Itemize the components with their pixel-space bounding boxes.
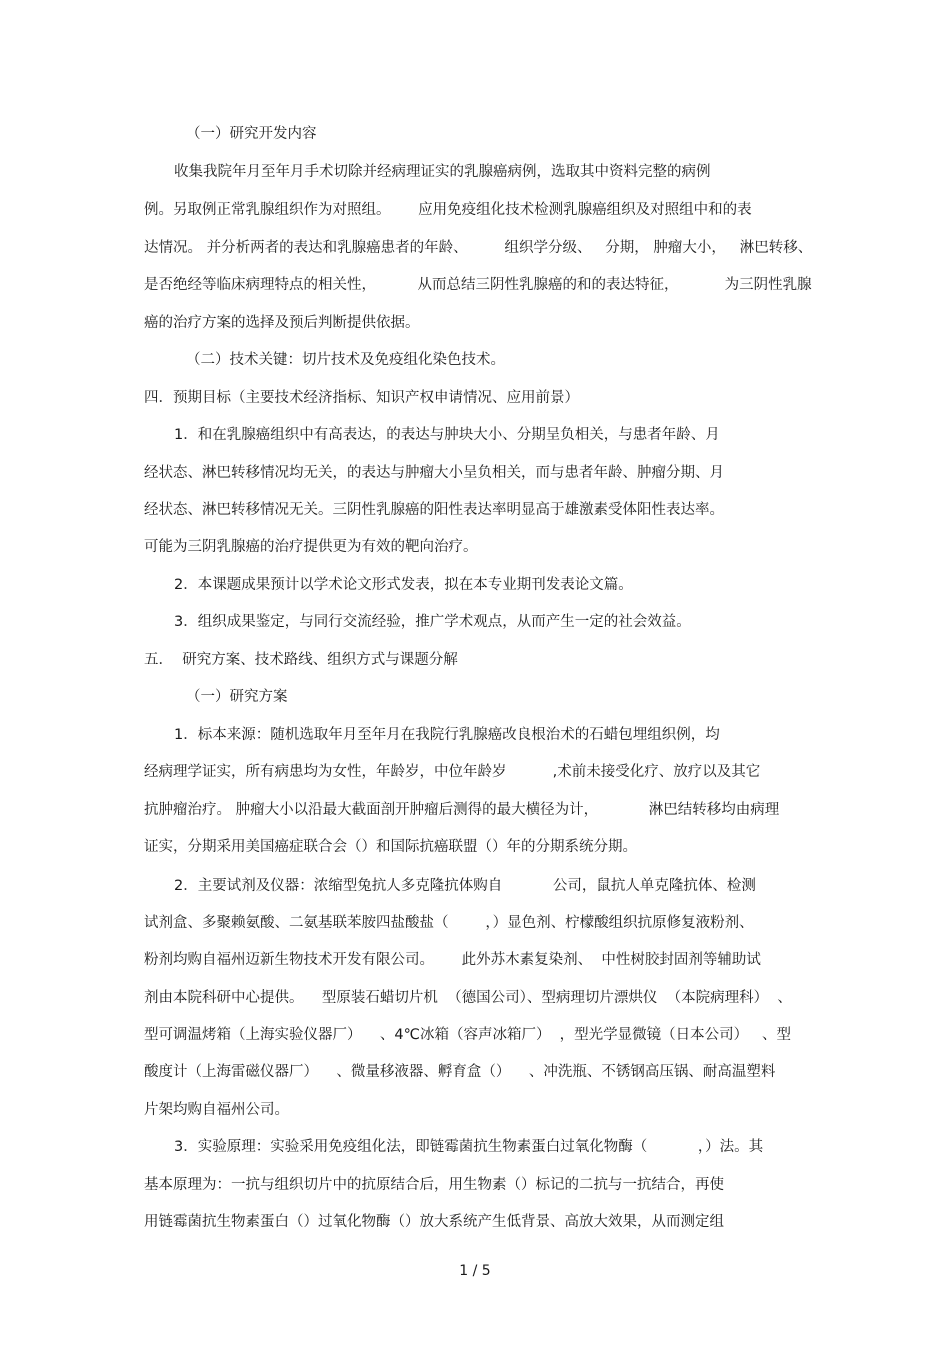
page-number: 1 / 5 [459,1263,491,1279]
paragraph-line: 1．标本来源：随机选取年月至年月在我院行乳腺癌改良根治术的石蜡包埋组织例，均 [174,727,720,743]
paragraph-line: 型可调温烤箱（上海实验仪器厂） 、4℃冰箱（容声冰箱厂） ，型光学显微镜（日本公司） 、型 [144,1027,791,1043]
section-heading: 四．预期目标（主要技术经济指标、知识产权申请情况、应用前景） [144,390,579,406]
paragraph-line: 经状态、淋巴转移情况无关。三阴性乳腺癌的阳性表达率明显高于雄激素受体阳性表达率。 [144,502,724,518]
paragraph-line: 3．实验原理：实验采用免疫组化法，即链霉菌抗生物素蛋白过氧化物酶（ ，）法。其 [174,1139,764,1155]
paragraph-line: 癌的治疗方案的选择及预后判断提供依据。 [144,315,420,331]
paragraph-line: 经病理学证实，所有病患均为女性，年龄岁，中位年龄岁 ,术前未接受化疗、放疗以及其它 [144,764,761,780]
paragraph-line: 酸度计（上海雷磁仪器厂） 、微量移液器、孵育盒（） 、冲洗瓶、不锈钢高压锅、耐高温塑料 [144,1064,776,1080]
paragraph-line: 剂由本院科研中心提供。 型原装石蜡切片机 （德国公司）、型病理切片漂烘仪 （本院病理科） 、 [144,990,792,1006]
paragraph-line: 1．和在乳腺癌组织中有高表达，的表达与肿块大小、分期呈负相关，与患者年龄、月 [174,427,720,443]
paragraph-line: 是否绝经等临床病理特点的相关性， 从而总结三阴性乳腺癌的和的表达特征， 为三阴性乳腺 [144,277,812,293]
paragraph-line: 用链霉菌抗生物素蛋白（）过氧化物酶（）放大系统产生低背景、高放大效果，从而测定组 [144,1214,724,1230]
paragraph-line: 片架均购自福州公司。 [144,1102,289,1118]
paragraph-line: 基本原理为：一抗与组织切片中的抗原结合后，用生物素（）标记的二抗与一抗结合，再使 [144,1177,724,1193]
paragraph-line: 试剂盒、多聚赖氨酸、二氨基联苯胺四盐酸盐（ ，）显色剂、柠檬酸组织抗原修复液粉剂、 [144,915,754,931]
paragraph-line: 2．本课题成果预计以学术论文形式发表，拟在本专业期刊发表论文篇。 [174,577,633,593]
section-heading: （一）研究开发内容 [186,126,317,142]
paragraph-line: 证实，分期采用美国癌症联合会（）和国际抗癌联盟（）年的分期系统分期。 [144,839,637,855]
paragraph-line: 抗肿瘤治疗。 肿瘤大小以沿最大截面剖开肿瘤后测得的最大横径为计， 淋巴结转移均由病理 [144,802,780,818]
paragraph-line: 例。另取例正常乳腺组织作为对照组。 应用免疫组化技术检测乳腺癌组织及对照组中和的表 [144,202,752,218]
section-heading: （二）技术关键：切片技术及免疫组化染色技术。 [186,352,505,368]
paragraph-line: 可能为三阴乳腺癌的治疗提供更为有效的靶向治疗。 [144,539,478,555]
paragraph-line: 达情况。 并分析两者的表达和乳腺癌患者的年龄、 组织学分级、 分期， 肿瘤大小， 淋巴转移、 [144,240,813,256]
section-heading: （一）研究方案 [186,689,288,705]
paragraph-line: 收集我院年月至年月手术切除并经病理证实的乳腺癌病例，选取其中资料完整的病例 [174,164,711,180]
paragraph-line: 3．组织成果鉴定，与同行交流经验，推广学术观点，从而产生一定的社会效益。 [174,614,691,630]
paragraph-line: 2．主要试剂及仪器：浓缩型兔抗人多克隆抗体购自 公司，鼠抗人单克隆抗体、检测 [174,878,756,894]
paragraph-line: 粉剂均购自福州迈新生物技术开发有限公司。 此外苏木素复染剂、 中性树胶封固剂等辅助试 [144,952,761,968]
paragraph-line: 经状态、淋巴转移情况均无关，的表达与肿瘤大小呈负相关，而与患者年龄、肿瘤分期、月 [144,465,724,481]
section-heading: 五． 研究方案、技术路线、组织方式与课题分解 [144,652,458,668]
